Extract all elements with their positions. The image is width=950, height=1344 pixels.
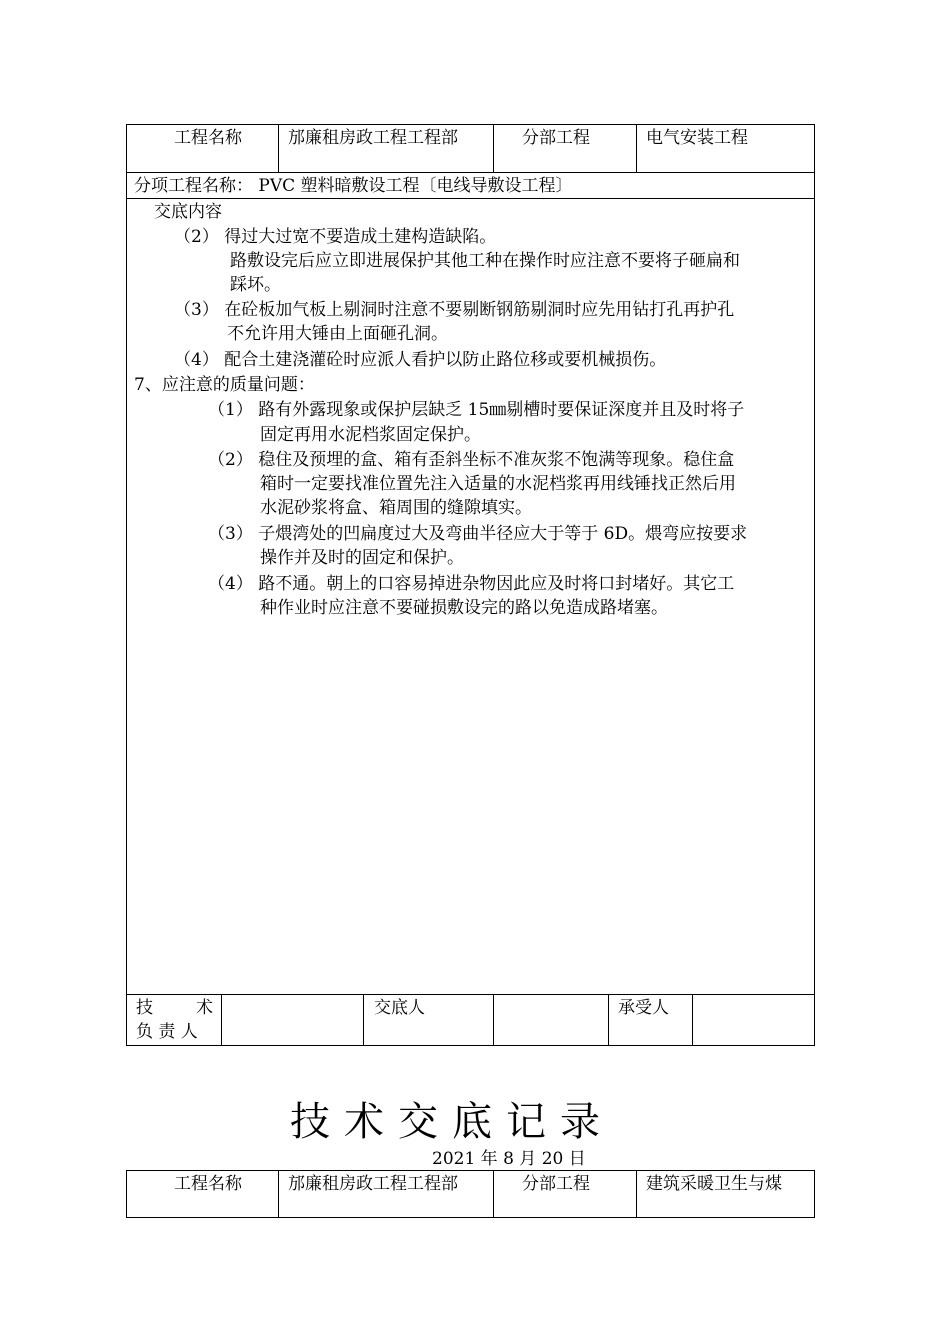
content-line: 种作业时应注意不要碰损敷设完的路以免造成路堵塞。 <box>260 598 668 618</box>
subitem-name: 分项工程名称： PVC 塑料暗敷设工程〔电线导敷设工程〕 <box>134 176 573 196</box>
division-label: 分部工程 <box>522 128 590 148</box>
project-name-label: 工程名称 <box>174 1174 242 1194</box>
content-line: （1） 路有外露现象或保护层缺乏 15㎜剔槽时要保证深度并且及时将子 <box>208 400 745 420</box>
content-heading: 交底内容 <box>154 202 222 222</box>
content-line: （4） 路不通。朝上的口容易掉进杂物因此应及时将口封堵好。其它工 <box>208 574 735 594</box>
content-line: 路敷设完后应立即进展保护其他工种在操作时应注意不要将子砸扁和 <box>230 251 740 271</box>
content-line: （3） 子煨湾处的凹扁度过大及弯曲半径应大于等于 6D。煨弯应按要求 <box>208 524 748 544</box>
tech-lead-label-part: 负 责 人 <box>136 1022 198 1042</box>
division-value: 电气安装工程 <box>646 128 748 148</box>
content-line: （3） 在砼板加气板上剔洞时注意不要剔断钢筋剔洞时应先用钻打孔再护孔 <box>174 300 735 320</box>
content-line: （2） 稳住及预埋的盒、箱有歪斜坐标不准灰浆不饱满等现象。稳住盒 <box>208 450 735 470</box>
page-title: 技术交底记录 <box>290 1099 614 1145</box>
content-line: 固定再用水泥档浆固定保护。 <box>260 425 481 445</box>
project-name-label: 工程名称 <box>174 128 242 148</box>
division-value: 建筑采暖卫生与煤 <box>646 1174 782 1194</box>
content-line: 水泥砂浆将盒、箱周围的缝隙填实。 <box>260 498 532 518</box>
briefer-label: 交底人 <box>374 998 425 1018</box>
record-date: 2021 年 8 月 20 日 <box>432 1149 586 1169</box>
receiver-label: 承受人 <box>618 998 669 1018</box>
tech-lead-label-part: 技 <box>136 998 153 1018</box>
content-line: 不允许用大锤由上面砸孔洞。 <box>227 324 448 344</box>
project-name-value: 邡廉租房政工程工程部 <box>288 128 458 148</box>
section-heading: 7、应注意的质量问题： <box>134 375 315 395</box>
division-label: 分部工程 <box>522 1174 590 1194</box>
project-name-value: 邡廉租房政工程工程部 <box>288 1174 458 1194</box>
content-line: 箱时一定要找准位置先注入适量的水泥档浆再用线锤找正然后用 <box>260 474 736 494</box>
content-line: （4） 配合土建浇灌砼时应派人看护以防止路位移或要机械损伤。 <box>174 350 667 370</box>
tech-lead-label-part: 术 <box>196 998 213 1018</box>
content-line: 操作并及时的固定和保护。 <box>260 548 464 568</box>
content-line: （2） 得过大过宽不要造成土建构造缺陷。 <box>174 227 497 247</box>
content-line: 踩坏。 <box>230 275 281 295</box>
